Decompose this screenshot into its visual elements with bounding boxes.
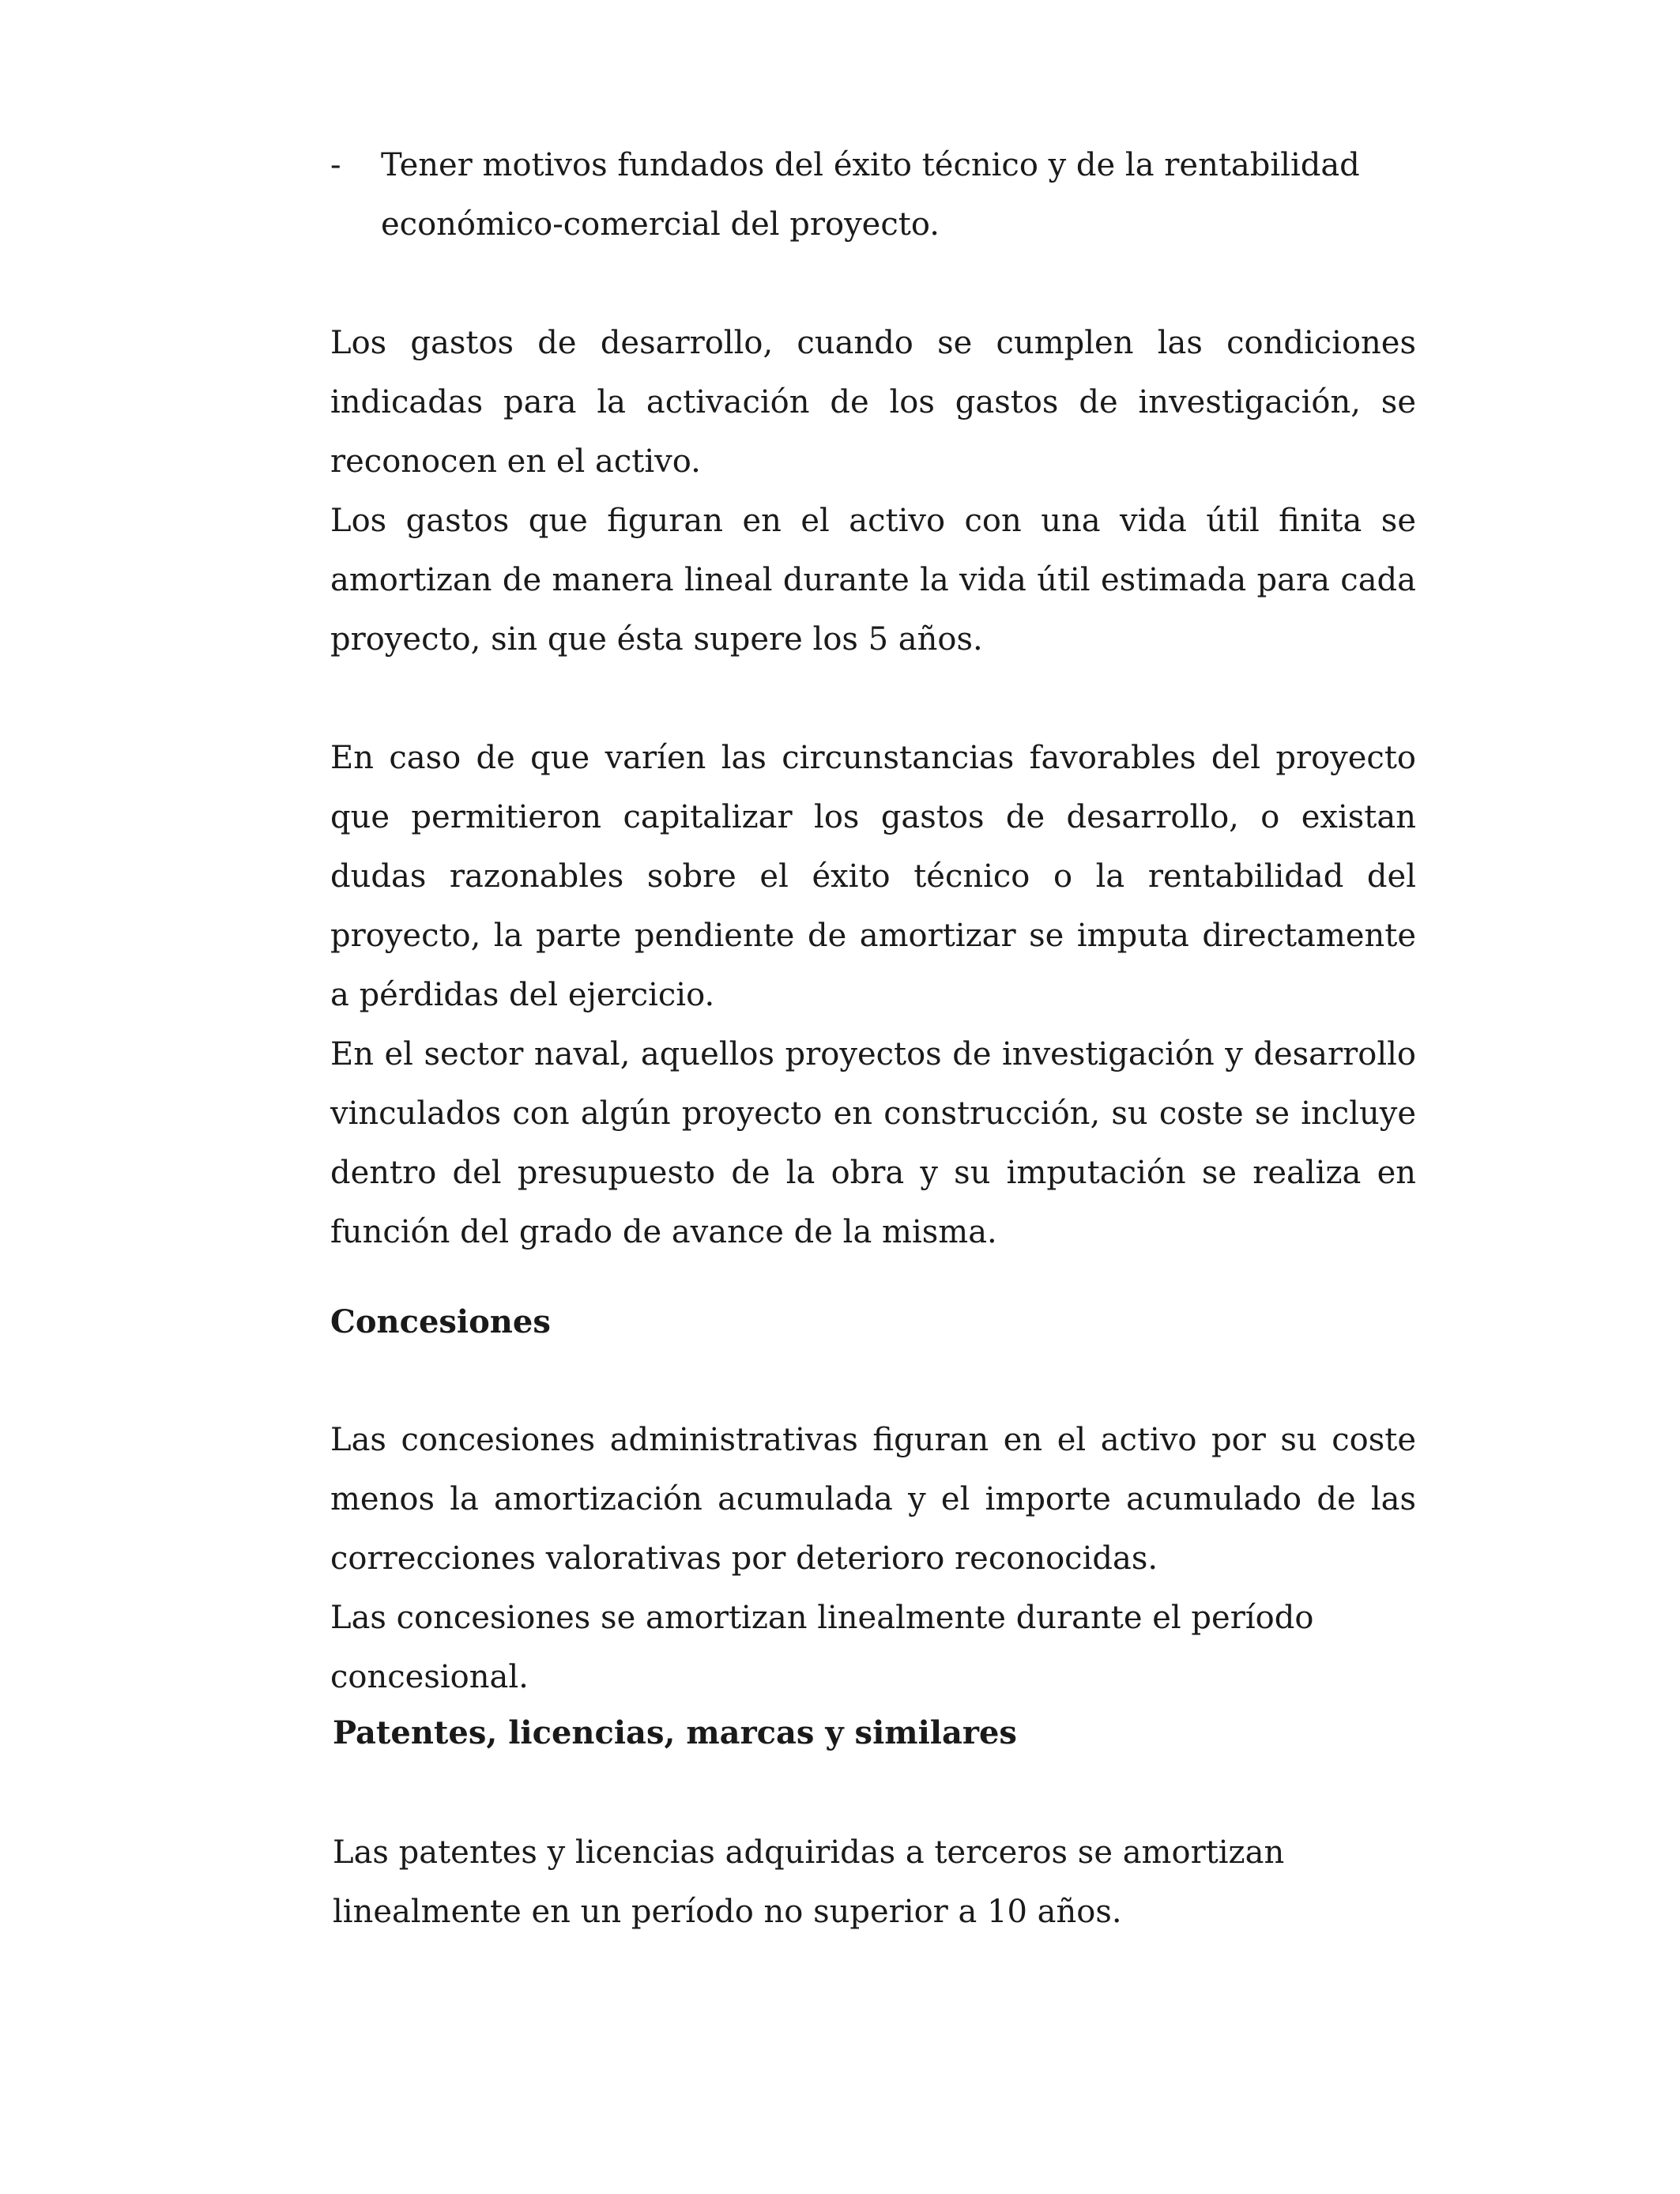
- paragraph-circunstancias: En caso de que varíen las circunstancias favorables del proyecto que permitieron capitalizar los gastos de desarrollo, o existan dudas razonables sobre el éxito técnico o la rentabilidad del proyecto, la parte pendiente de amortizar se imputa directamente a pérdidas del ejercicio.: [330, 740, 1416, 1013]
- paragraph-sector-naval: En el sector naval, aquellos proyectos de investigación y desarrollo vinculados con algún proyecto en construcción, su coste se incluye dentro del presupuesto de la obra y su imputación se realiza en función del grado de avance de la misma.: [330, 1036, 1416, 1250]
- bullet-text: Tener motivos fundados del éxito técnico y de la rentabilidad económico-comercial del proyecto.: [381, 147, 1360, 243]
- heading-patentes: Patentes, licencias, marcas y similares: [333, 1714, 1017, 1751]
- paragraph-concesiones-coste: Las concesiones administrativas figuran en el activo por su coste menos la amortización acumulada y el importe acumulado de las correcciones valorativas por deterioro reconocidas.: [330, 1422, 1416, 1577]
- paragraph-patentes: Las patentes y licencias adquiridas a terceros se amortizan linealmente en un período no superior a 10 años.: [333, 1834, 1285, 1930]
- bullet-dash: -: [330, 147, 341, 183]
- bullet-item: [330, 136, 1416, 254]
- paragraph-amortizacion-proyectos: Los gastos que figuran en el activo con una vida útil finita se amortizan de manera lineal durante la vida útil estimada para cada proyecto, sin que ésta supere los 5 años.: [330, 503, 1416, 658]
- heading-concesiones: Concesiones: [330, 1303, 551, 1340]
- paragraph-concesiones-amortizacion: Las concesiones se amortizan linealmente durante el período concesional.: [330, 1600, 1314, 1695]
- paragraph-gastos-desarrollo: Los gastos de desarrollo, cuando se cumplen las condiciones indicadas para la activación de los gastos de investigación, se reconocen en el activo.: [330, 325, 1416, 480]
